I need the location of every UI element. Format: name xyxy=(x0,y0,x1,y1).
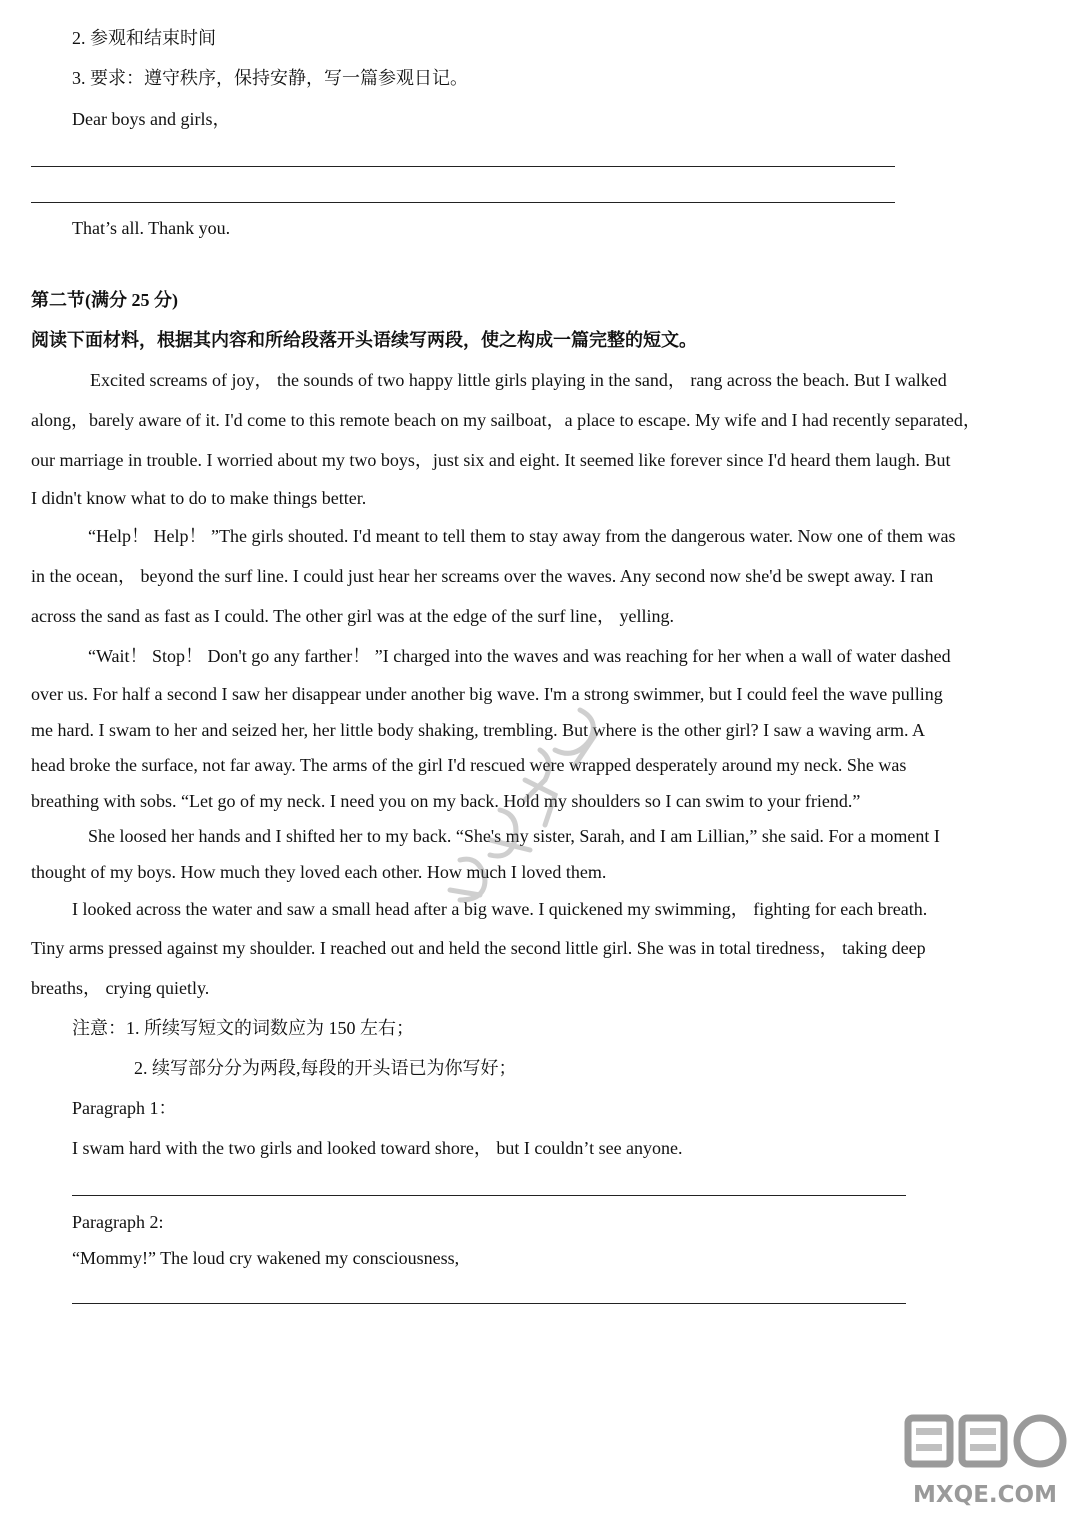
story-line: over us. For half a second I saw her disappear under another big wave. I'm a strong swimmer, but I could feel the wave pulling xyxy=(31,684,943,704)
story-line: I looked across the water and saw a small head after a big wave. I quickened my swimming， fighting for each breath. xyxy=(72,899,928,919)
story-line: thought of my boys. How much they loved each other. How much I loved them. xyxy=(31,862,607,882)
story-line: “Wait！ Stop！ Don't go any farther！ ”I charged into the waves and was reaching for her when a wall of water dashed xyxy=(88,646,951,666)
paragraph-2-answer-line xyxy=(72,1303,906,1304)
story-line: “Help！ Help！ ”The girls shouted. I'd meant to tell them to stay away from the dangerous water. Now one of them was xyxy=(88,526,956,546)
story-line: in the ocean， beyond the surf line. I could just hear her screams over the waves. Any second now she'd be swept away. I ran xyxy=(31,566,934,586)
story-line: breathing with sobs. “Let go of my neck. I need you on my back. Hold my shoulders so I can swim to your friend.” xyxy=(31,791,861,811)
story-line: head broke the surface, not far away. The arms of the girl I'd rescued were wrapped desperately around my neck. She was xyxy=(31,755,907,775)
story-line: Tiny arms pressed against my shoulder. I reached out and held the second little girl. She was in total tiredness， taking deep xyxy=(31,938,926,958)
note-word-count: 注意：1. 所续写短文的词数应为 150 左右； xyxy=(72,1018,414,1038)
story-line: our marriage in trouble. I worried about my two boys，just six and eight. It seemed like forever since I'd heard them laugh. But xyxy=(31,450,951,470)
site-logo-icon xyxy=(900,1408,1070,1514)
paragraph-2-opening: “Mommy!” The loud cry wakened my consciousness, xyxy=(72,1248,460,1268)
letter-greeting: Dear boys and girls， xyxy=(72,109,231,129)
paragraph-1-opening: I swam hard with the two girls and looked toward shore， but I couldn’t see anyone. xyxy=(72,1138,683,1158)
story-line: Excited screams of joy， the sounds of two happy little girls playing in the sand， rang across the beach. But I walked xyxy=(90,370,947,390)
answer-line-1 xyxy=(31,166,895,167)
story-line: breaths， crying quietly. xyxy=(31,978,210,998)
story-line: She loosed her hands and I shifted her to my back. “She's my sister, Sarah, and I am Lillian,” she said. For a moment I xyxy=(88,826,940,846)
letter-closing: That’s all. Thank you. xyxy=(72,218,231,238)
section-instruction: 阅读下面材料，根据其内容和所给段落开头语续写两段，使之构成一篇完整的短文。 xyxy=(31,330,697,350)
answer-line-2 xyxy=(31,202,895,203)
paragraph-1-answer-line xyxy=(72,1195,906,1196)
site-logo-text: MXQE.COM xyxy=(913,1482,1057,1508)
note-paragraphs: 2. 续写部分分为两段,每段的开头语已为你写好； xyxy=(134,1058,517,1078)
requirement-item-2: 2. 参观和结束时间 xyxy=(72,28,216,48)
paragraph-2-label: Paragraph 2: xyxy=(72,1212,164,1232)
section-title: 第二节(满分 25 分) xyxy=(31,290,178,310)
paragraph-1-label: Paragraph 1： xyxy=(72,1098,177,1118)
watermark-stamp-icon xyxy=(430,690,630,920)
story-line: along，barely aware of it. I'd come to this remote beach on my sailboat，a place to escape. My wife and I had recently separated， xyxy=(31,410,981,430)
requirement-item-3: 3. 要求：遵守秩序，保持安静，写一篇参观日记。 xyxy=(72,68,468,88)
story-line: across the sand as fast as I could. The other girl was at the edge of the surf line， yelling. xyxy=(31,606,674,626)
story-line: me hard. I swam to her and seized her, her little body shaking, trembling. But where is the other girl? I saw a waving arm. A xyxy=(31,720,926,740)
story-line: I didn't know what to do to make things better. xyxy=(31,488,367,508)
